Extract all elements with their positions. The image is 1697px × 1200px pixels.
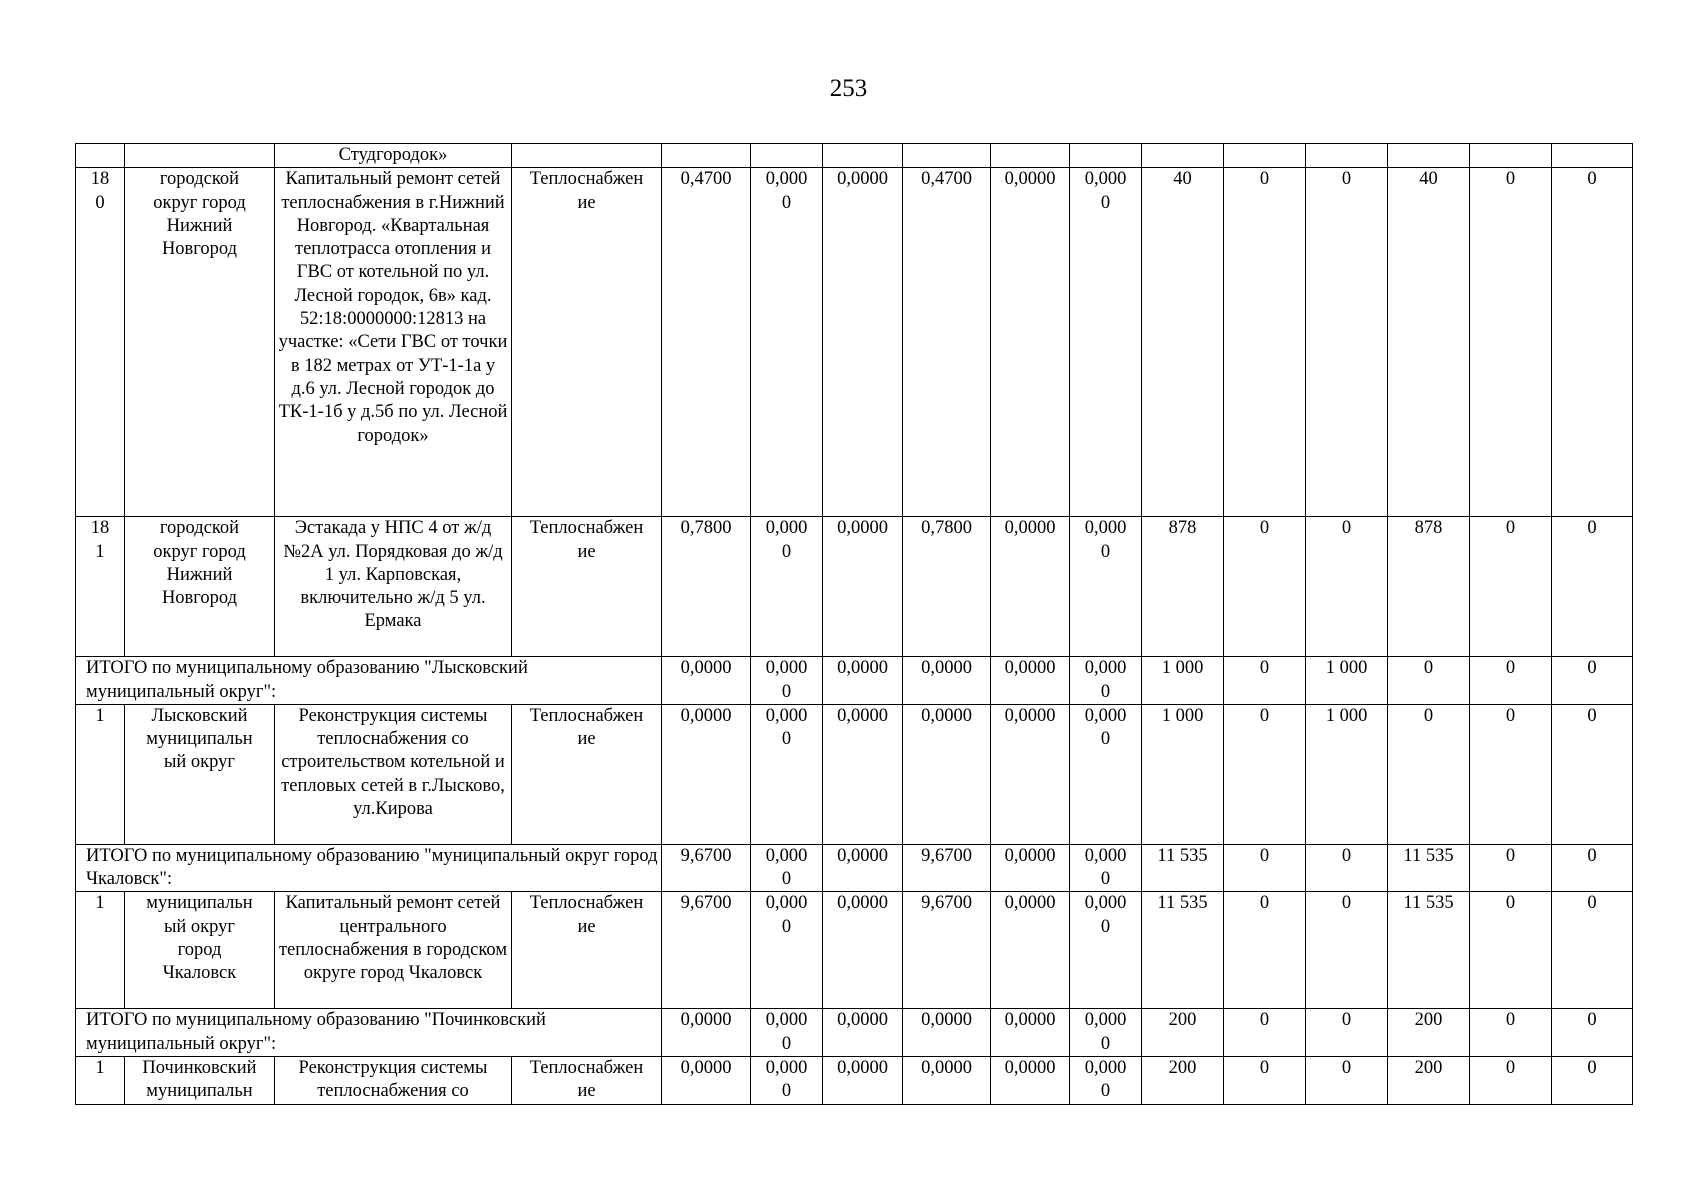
cell-municipality — [125, 144, 275, 168]
val-cost-total: 200 — [1142, 1009, 1224, 1057]
val-cost-5: 0 — [1552, 892, 1633, 1009]
cell-number: 1 — [76, 704, 125, 844]
val-cost-2: 0 — [1306, 892, 1388, 1009]
val-capacity-3: 0,7800 — [903, 517, 991, 657]
val-capacity-4: 0,0000 — [991, 168, 1070, 517]
val-capacity-total: 0,0000 — [662, 1057, 751, 1105]
val-cost-4: 0 — [1470, 517, 1552, 657]
val-capacity-4: 0,0000 — [991, 892, 1070, 1009]
val-capacity-1: 0,000 0 — [751, 657, 823, 705]
val-cost-5: 0 — [1552, 517, 1633, 657]
cell-empty — [1142, 144, 1224, 168]
val-cost-3: 0 — [1388, 704, 1470, 844]
cell-empty — [991, 144, 1070, 168]
investment-table — [75, 143, 1633, 1105]
cell-object: Реконструкция системы теплоснабжения со — [275, 1057, 512, 1105]
val-capacity-3: 9,6700 — [903, 844, 991, 892]
val-capacity-4: 0,0000 — [991, 1057, 1070, 1105]
val-capacity-4: 0,0000 — [991, 517, 1070, 657]
val-capacity-2: 0,0000 — [823, 892, 903, 1009]
val-capacity-total: 9,6700 — [662, 892, 751, 1009]
cell-number: 1 — [76, 892, 125, 1009]
val-cost-4: 0 — [1470, 657, 1552, 705]
val-capacity-2: 0,0000 — [823, 844, 903, 892]
cell-number: 1 — [76, 1057, 125, 1105]
val-cost-total: 40 — [1142, 168, 1224, 517]
val-cost-4: 0 — [1470, 892, 1552, 1009]
val-cost-5: 0 — [1552, 657, 1633, 705]
val-capacity-5: 0,000 0 — [1070, 168, 1142, 517]
cell-sector: Теплоснабжен ие — [512, 168, 662, 517]
cell-sector: Теплоснабжен ие — [512, 704, 662, 844]
val-cost-1: 0 — [1224, 1057, 1306, 1105]
cell-empty — [1306, 144, 1388, 168]
val-capacity-1: 0,000 0 — [751, 892, 823, 1009]
val-cost-4: 0 — [1470, 1057, 1552, 1105]
cell-empty — [823, 144, 903, 168]
val-cost-1: 0 — [1224, 168, 1306, 517]
val-cost-2: 1 000 — [1306, 657, 1388, 705]
cell-object: Капитальный ремонт сетей центрального теплоснабжения в городском округе город Чкаловск — [275, 892, 512, 1009]
val-capacity-total: 0,0000 — [662, 1009, 751, 1057]
table-row — [76, 144, 1633, 168]
val-capacity-4: 0,0000 — [991, 657, 1070, 705]
cell-empty — [1224, 144, 1306, 168]
val-capacity-2: 0,0000 — [823, 1057, 903, 1105]
table-row — [76, 517, 1633, 657]
val-cost-1: 0 — [1224, 892, 1306, 1009]
val-capacity-5: 0,000 0 — [1070, 657, 1142, 705]
val-capacity-3: 0,0000 — [903, 657, 991, 705]
val-capacity-1: 0,000 0 — [751, 168, 823, 517]
val-capacity-1: 0,000 0 — [751, 1009, 823, 1057]
table-row — [76, 1057, 1633, 1105]
val-cost-5: 0 — [1552, 1057, 1633, 1105]
val-cost-3: 200 — [1388, 1009, 1470, 1057]
val-cost-2: 0 — [1306, 844, 1388, 892]
total-row — [76, 1009, 1633, 1057]
cell-empty — [1552, 144, 1633, 168]
cell-total-label: ИТОГО по муниципальному образованию "Лысковский муниципальный округ": — [76, 657, 662, 705]
val-capacity-5: 0,000 0 — [1070, 1057, 1142, 1105]
val-cost-1: 0 — [1224, 517, 1306, 657]
val-capacity-total: 0,0000 — [662, 657, 751, 705]
val-cost-2: 0 — [1306, 517, 1388, 657]
val-capacity-2: 0,0000 — [823, 704, 903, 844]
val-capacity-4: 0,0000 — [991, 844, 1070, 892]
val-capacity-2: 0,0000 — [823, 657, 903, 705]
val-cost-total: 11 535 — [1142, 892, 1224, 1009]
val-capacity-total: 0,7800 — [662, 517, 751, 657]
val-capacity-3: 0,0000 — [903, 1009, 991, 1057]
val-cost-4: 0 — [1470, 1009, 1552, 1057]
val-cost-1: 0 — [1224, 844, 1306, 892]
cell-total-label: ИТОГО по муниципальному образованию "муниципальный округ город Чкаловск": — [76, 844, 662, 892]
page-number: 253 — [829, 75, 868, 102]
cell-municipality: Починковский муниципальн — [125, 1057, 275, 1105]
val-capacity-total: 0,4700 — [662, 168, 751, 517]
val-capacity-total: 0,0000 — [662, 704, 751, 844]
val-capacity-5: 0,000 0 — [1070, 1009, 1142, 1057]
val-cost-1: 0 — [1224, 704, 1306, 844]
val-capacity-1: 0,000 0 — [751, 844, 823, 892]
val-capacity-2: 0,0000 — [823, 1009, 903, 1057]
val-cost-total: 1 000 — [1142, 657, 1224, 705]
cell-empty — [751, 144, 823, 168]
val-cost-1: 0 — [1224, 657, 1306, 705]
total-row — [76, 657, 1633, 705]
val-capacity-3: 0,0000 — [903, 1057, 991, 1105]
val-cost-4: 0 — [1470, 168, 1552, 517]
val-cost-4: 0 — [1470, 704, 1552, 844]
val-cost-5: 0 — [1552, 704, 1633, 844]
cell-municipality: городской округ город Нижний Новгород — [125, 517, 275, 657]
val-cost-3: 0 — [1388, 657, 1470, 705]
val-capacity-1: 0,000 0 — [751, 517, 823, 657]
cell-sector: Теплоснабжен ие — [512, 892, 662, 1009]
val-capacity-3: 0,0000 — [903, 704, 991, 844]
total-row — [76, 844, 1633, 892]
cell-empty — [1470, 144, 1552, 168]
val-cost-total: 11 535 — [1142, 844, 1224, 892]
val-cost-2: 0 — [1306, 1057, 1388, 1105]
cell-empty — [662, 144, 751, 168]
val-capacity-1: 0,000 0 — [751, 1057, 823, 1105]
cell-object: Эстакада у НПС 4 от ж/д №2А ул. Порядковая до ж/д 1 ул. Карповская, включительно ж/д 5 ул. Ермака — [275, 517, 512, 657]
val-capacity-5: 0,000 0 — [1070, 704, 1142, 844]
val-cost-3: 200 — [1388, 1057, 1470, 1105]
cell-empty — [512, 144, 662, 168]
val-cost-5: 0 — [1552, 168, 1633, 517]
val-cost-3: 40 — [1388, 168, 1470, 517]
table-row — [76, 704, 1633, 844]
val-capacity-4: 0,0000 — [991, 1009, 1070, 1057]
cell-empty — [1388, 144, 1470, 168]
val-cost-total: 1 000 — [1142, 704, 1224, 844]
cell-municipality: Лысковский муниципальн ый округ — [125, 704, 275, 844]
val-cost-3: 878 — [1388, 517, 1470, 657]
val-capacity-1: 0,000 0 — [751, 704, 823, 844]
val-cost-2: 0 — [1306, 168, 1388, 517]
val-cost-5: 0 — [1552, 844, 1633, 892]
cell-number: 18 1 — [76, 517, 125, 657]
val-capacity-2: 0,0000 — [823, 168, 903, 517]
val-capacity-3: 9,6700 — [903, 892, 991, 1009]
val-capacity-3: 0,4700 — [903, 168, 991, 517]
cell-object: Студгородок» — [275, 144, 512, 168]
cell-sector: Теплоснабжен ие — [512, 517, 662, 657]
val-capacity-total: 9,6700 — [662, 844, 751, 892]
val-cost-3: 11 535 — [1388, 892, 1470, 1009]
val-cost-total: 200 — [1142, 1057, 1224, 1105]
table-row — [76, 892, 1633, 1009]
val-cost-2: 0 — [1306, 1009, 1388, 1057]
val-cost-4: 0 — [1470, 844, 1552, 892]
cell-municipality: муниципальн ый округ город Чкаловск — [125, 892, 275, 1009]
val-cost-5: 0 — [1552, 1009, 1633, 1057]
val-cost-2: 1 000 — [1306, 704, 1388, 844]
cell-total-label: ИТОГО по муниципальному образованию "Починковский муниципальный округ": — [76, 1009, 662, 1057]
cell-number: 18 0 — [76, 168, 125, 517]
val-cost-total: 878 — [1142, 517, 1224, 657]
val-capacity-2: 0,0000 — [823, 517, 903, 657]
cell-empty — [1070, 144, 1142, 168]
val-capacity-5: 0,000 0 — [1070, 844, 1142, 892]
cell-object: Реконструкция системы теплоснабжения со строительством котельной и тепловых сетей в г.Лысково, ул.Кирова — [275, 704, 512, 844]
val-cost-1: 0 — [1224, 1009, 1306, 1057]
val-capacity-5: 0,000 0 — [1070, 892, 1142, 1009]
cell-empty — [903, 144, 991, 168]
val-cost-3: 11 535 — [1388, 844, 1470, 892]
cell-municipality: городской округ город Нижний Новгород — [125, 168, 275, 517]
val-capacity-5: 0,000 0 — [1070, 517, 1142, 657]
cell-sector: Теплоснабжен ие — [512, 1057, 662, 1105]
cell-object: Капитальный ремонт сетей теплоснабжения в г.Нижний Новгород. «Квартальная теплотрасса отопления и ГВС от котельной по ул. Лесной городок, 6в» кад. 52:18:0000000:12813 на участке: «Сети ГВС от точки в 182 метрах от УТ-1-1а у д.6 ул. Лесной городок до ТК-1-1б у д.5б по ул. Лесной городок» — [275, 168, 512, 517]
cell-number — [76, 144, 125, 168]
table-row — [76, 168, 1633, 517]
val-capacity-4: 0,0000 — [991, 704, 1070, 844]
